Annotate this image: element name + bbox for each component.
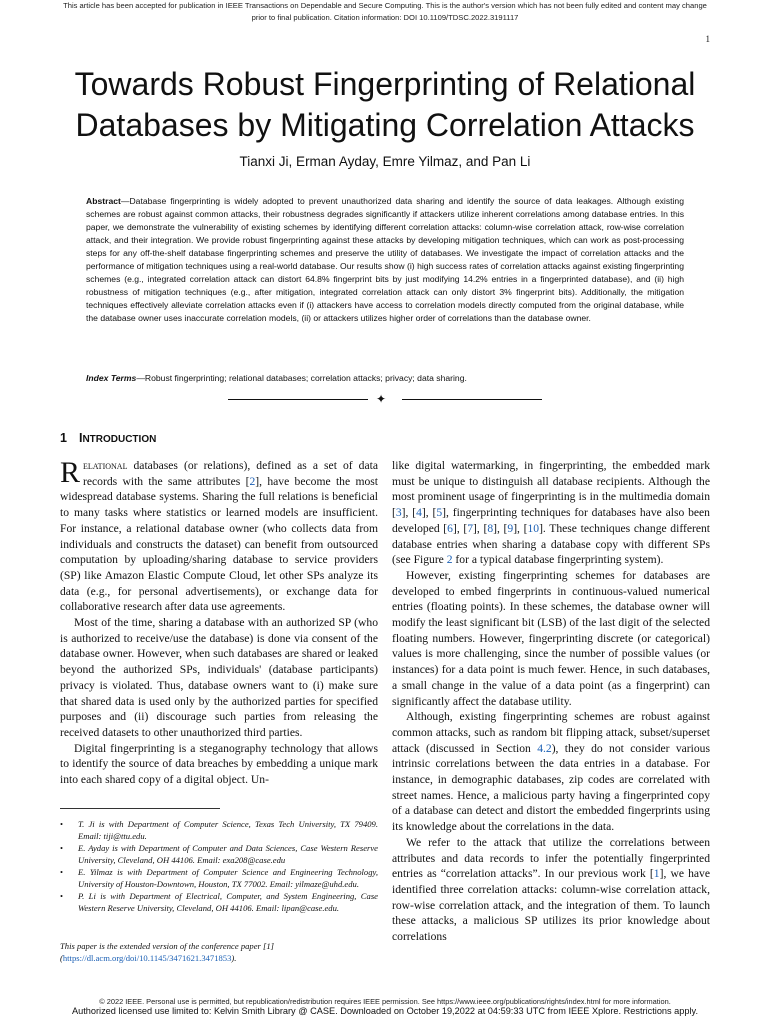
section-number: 1 bbox=[60, 431, 67, 445]
license-notice: Authorized licensed use limited to: Kelvin Smith Library @ CASE. Downloaded on October 19,2022 at 04:59:33 UTC from IEEE Xplore. Restrictions apply. bbox=[71, 1006, 699, 1016]
paragraph: We refer to the attack that utilize the correlations between attributes and data records to infer the potentially fingerprinted entries as “correlation attacks”. In our previous work [1], we have identified three correlation attacks: column-wise correlation attack, row-wise correlation attack, and the integration of them. To launch these attacks, a malicious SP utilizes its prior knowledge about correlations bbox=[392, 835, 710, 944]
citation-link[interactable]: 6 bbox=[447, 521, 453, 535]
left-column bbox=[60, 458, 378, 788]
extended-version-note: This paper is the extended version of the conference paper [1] (https://dl.acm.org/doi/10.1145/3471621.3471853). bbox=[60, 941, 275, 963]
divider-line-right bbox=[402, 399, 542, 400]
publication-notice: This article has been accepted for publication in IEEE Transactions on Dependable and Secure Computing. This is the author's version which has not been fully edited and content may change prior to final publication. Citation information: DOI 10.1109/TDSC.2022.3191117 bbox=[63, 1, 707, 22]
citation-link[interactable]: 3 bbox=[395, 506, 402, 520]
index-terms-text: —Robust fingerprinting; relational databases; correlation attacks; privacy; data sharing. bbox=[136, 373, 467, 383]
drop-cap: R bbox=[60, 456, 81, 489]
paragraph: Most of the time, sharing a database with an authorized SP (who is authorized to receive/use the database) is done via consent of the database owner. However, when such databases are shared or leaked beyond the authorized SPs, individuals' (database participants) privacy is violated. Thus, database owners want to (i) make sure that shared data is used only by the authorized parties for specified purposes and (ii) discourage such parties from releasing the received datasets to other unauthorized third parties. bbox=[60, 616, 378, 739]
paper-title: Towards Robust Fingerprinting of Relational Databases by Mitigating Correlation Attacks bbox=[74, 66, 696, 143]
paragraph: Although, existing fingerprinting schemes are robust against common attacks, such as random bit flipping attack, subset/superset attack (discussed in Section 4.2), they do not consider various intrinsic correlations between the data entries in a database. For instance, in demographic databases, zip codes are correlated with street names. Hence, a malicious party having a fingerprinted copy of a database can detect and distort the embedded fingerprints using its knowledge about the correlations in the data. bbox=[392, 710, 710, 834]
diamond-ornament-icon: ✦ bbox=[376, 392, 387, 406]
page-number: 1 bbox=[705, 34, 710, 44]
paragraph: Relational databases (or relations), defined as a set of data records with the same attributes [2], have become the most widespread database systems. Sharing the full relations is beneficial to many tasks where statistics or learned models are insufficient. For instance, a relational database owner (who collects data from individuals and constructs the dataset) can benefit from outsourced computation by uploading/sharing database to service providers (SP) like Amazon Elastic Compute Cloud, let other SPs analyze its data (e.g., for personal advertisements), or exchange data for collaborative research after data use agreements. bbox=[60, 456, 378, 614]
index-terms bbox=[86, 372, 684, 385]
conference-paper-link[interactable]: https://dl.acm.org/doi/10.1145/3471621.3471853 bbox=[62, 953, 232, 963]
paragraph: However, existing fingerprinting schemes for databases are developed to embed fingerprints in continuous-valued numerical entries (floating points). In these schemes, the database owner will modify the least significant bit (LSB) of the last digit of the selected floating numbers. However, fingerprinting discrete (or categorical) values is more challenging, since the number of possible values (or instances) for a data point is much fewer. Hence, in such databases, a small change in the value of a data point (as a fingerprint) can significantly affect the database utility. bbox=[392, 568, 710, 708]
figure-link[interactable]: 2 bbox=[446, 553, 453, 567]
citation-link[interactable]: 2 bbox=[249, 474, 256, 488]
citation-link[interactable]: 4 bbox=[416, 506, 422, 520]
paragraph: Digital fingerprinting is a steganography technology that allows to identify the source of data breaches by embedding a unique mark into each shared copy of a digital object. Un- bbox=[60, 741, 378, 787]
footnote-item: • E. Yilmaz is with Department of Computer Science and Engineering Technology, University of Houston-Downtown, Houston, TX 77002. Email: yilmaze@uhd.edu. bbox=[60, 866, 378, 890]
section-link[interactable]: 4.2 bbox=[537, 741, 552, 755]
section-divider bbox=[228, 394, 542, 406]
section-title-initial: I bbox=[78, 431, 83, 445]
footnote-item: • P. Li is with Department of Electrical, Computer, and System Engineering, Case Western Reserve University, Cleveland, OH 44106. Email: lipan@case.edu. bbox=[60, 890, 378, 914]
author-list: Tianxi Ji, Erman Ayday, Emre Yilmaz, and Pan Li bbox=[239, 154, 531, 169]
right-column bbox=[392, 458, 710, 945]
affiliation-footnotes bbox=[60, 818, 378, 914]
section-heading-introduction bbox=[60, 431, 156, 445]
footnote-item: • T. Ji is with Department of Computer Science, Texas Tech University, TX 79409. Email: tiji@ttu.edu. bbox=[60, 818, 378, 842]
citation-link[interactable]: 9 bbox=[507, 521, 514, 535]
section-title-rest: NTRODUCTION bbox=[82, 434, 157, 445]
index-terms-label: Index Terms bbox=[86, 373, 137, 383]
copyright-notice: © 2022 IEEE. Personal use is permitted, but republication/redistribution requires IEEE permission. See https://www.ieee.org/publications/rights/index.html for more information. bbox=[99, 997, 671, 1006]
citation-link[interactable]: 7 bbox=[467, 521, 474, 535]
citation-link[interactable]: 8 bbox=[487, 521, 494, 535]
footnote-item: • E. Ayday is with Department of Computer and Data Sciences, Case Western Reserve University, Cleveland, OH 44106. Email: exa208@case.edu bbox=[60, 842, 378, 866]
abstract-text: —Database fingerprinting is widely adopted to prevent unauthorized data sharing and identify the source of data leakages. Although existing schemes are robust against common attacks, their robustness degrades significantly if attackers utilize inherent correlations among database entries. In this paper, we demonstrate the vulnerability of existing schemes by identifying different correlation attacks: column-wise correlation attack, row-wise correlation attack, and their integration. We provide robust fingerprinting against these attacks by developing mitigation techniques, which can work as post-processing steps for any off-the-shelf database fingerprinting schemes and preserve the utility of databases. We investigate the impact of correlation attacks and the performance of mitigation techniques using a real-world database. Our results show (i) high success rates of correlation attacks against existing fingerprinting schemes (e.g., integrated correlation attack can distort 64.8% fingerprint bits by just modifying 14.2% entries in a fingerprinted database), and (ii) high robustness of mitigation techniques (e.g., after mitigation, integrated correlation attack can only distort 3% fingerprint bits). Additionally, the mitigation techniques effectively alleviate correlation attacks even if (i) attackers have access to correlation models directly computed from the original database, while the database owner uses inaccurate correlation models, (ii) or attackers utilizes higher order of correlations than the database owner. bbox=[86, 196, 684, 323]
abstract bbox=[86, 195, 684, 325]
citation-link[interactable]: 5 bbox=[436, 506, 443, 520]
citation-link[interactable]: 1 bbox=[653, 867, 660, 881]
abstract-label: Abstract bbox=[86, 196, 121, 206]
footnote-separator bbox=[60, 808, 220, 809]
citation-link[interactable]: 10 bbox=[527, 521, 540, 535]
paragraph: like digital watermarking, in fingerprinting, the embedded mark must be unique to distinguish all database recipients. Although the most prominent usage of fingerprinting is in the multimedia domain [3], [4], [5], fingerprinting techniques for databases have also been developed [6], [7], [8], [9], [10]. These techniques change different database entries when sharing a database copy with different SPs (see Figure 2 for a typical database fingerprinting system). bbox=[392, 459, 710, 567]
divider-line-left bbox=[228, 399, 368, 400]
